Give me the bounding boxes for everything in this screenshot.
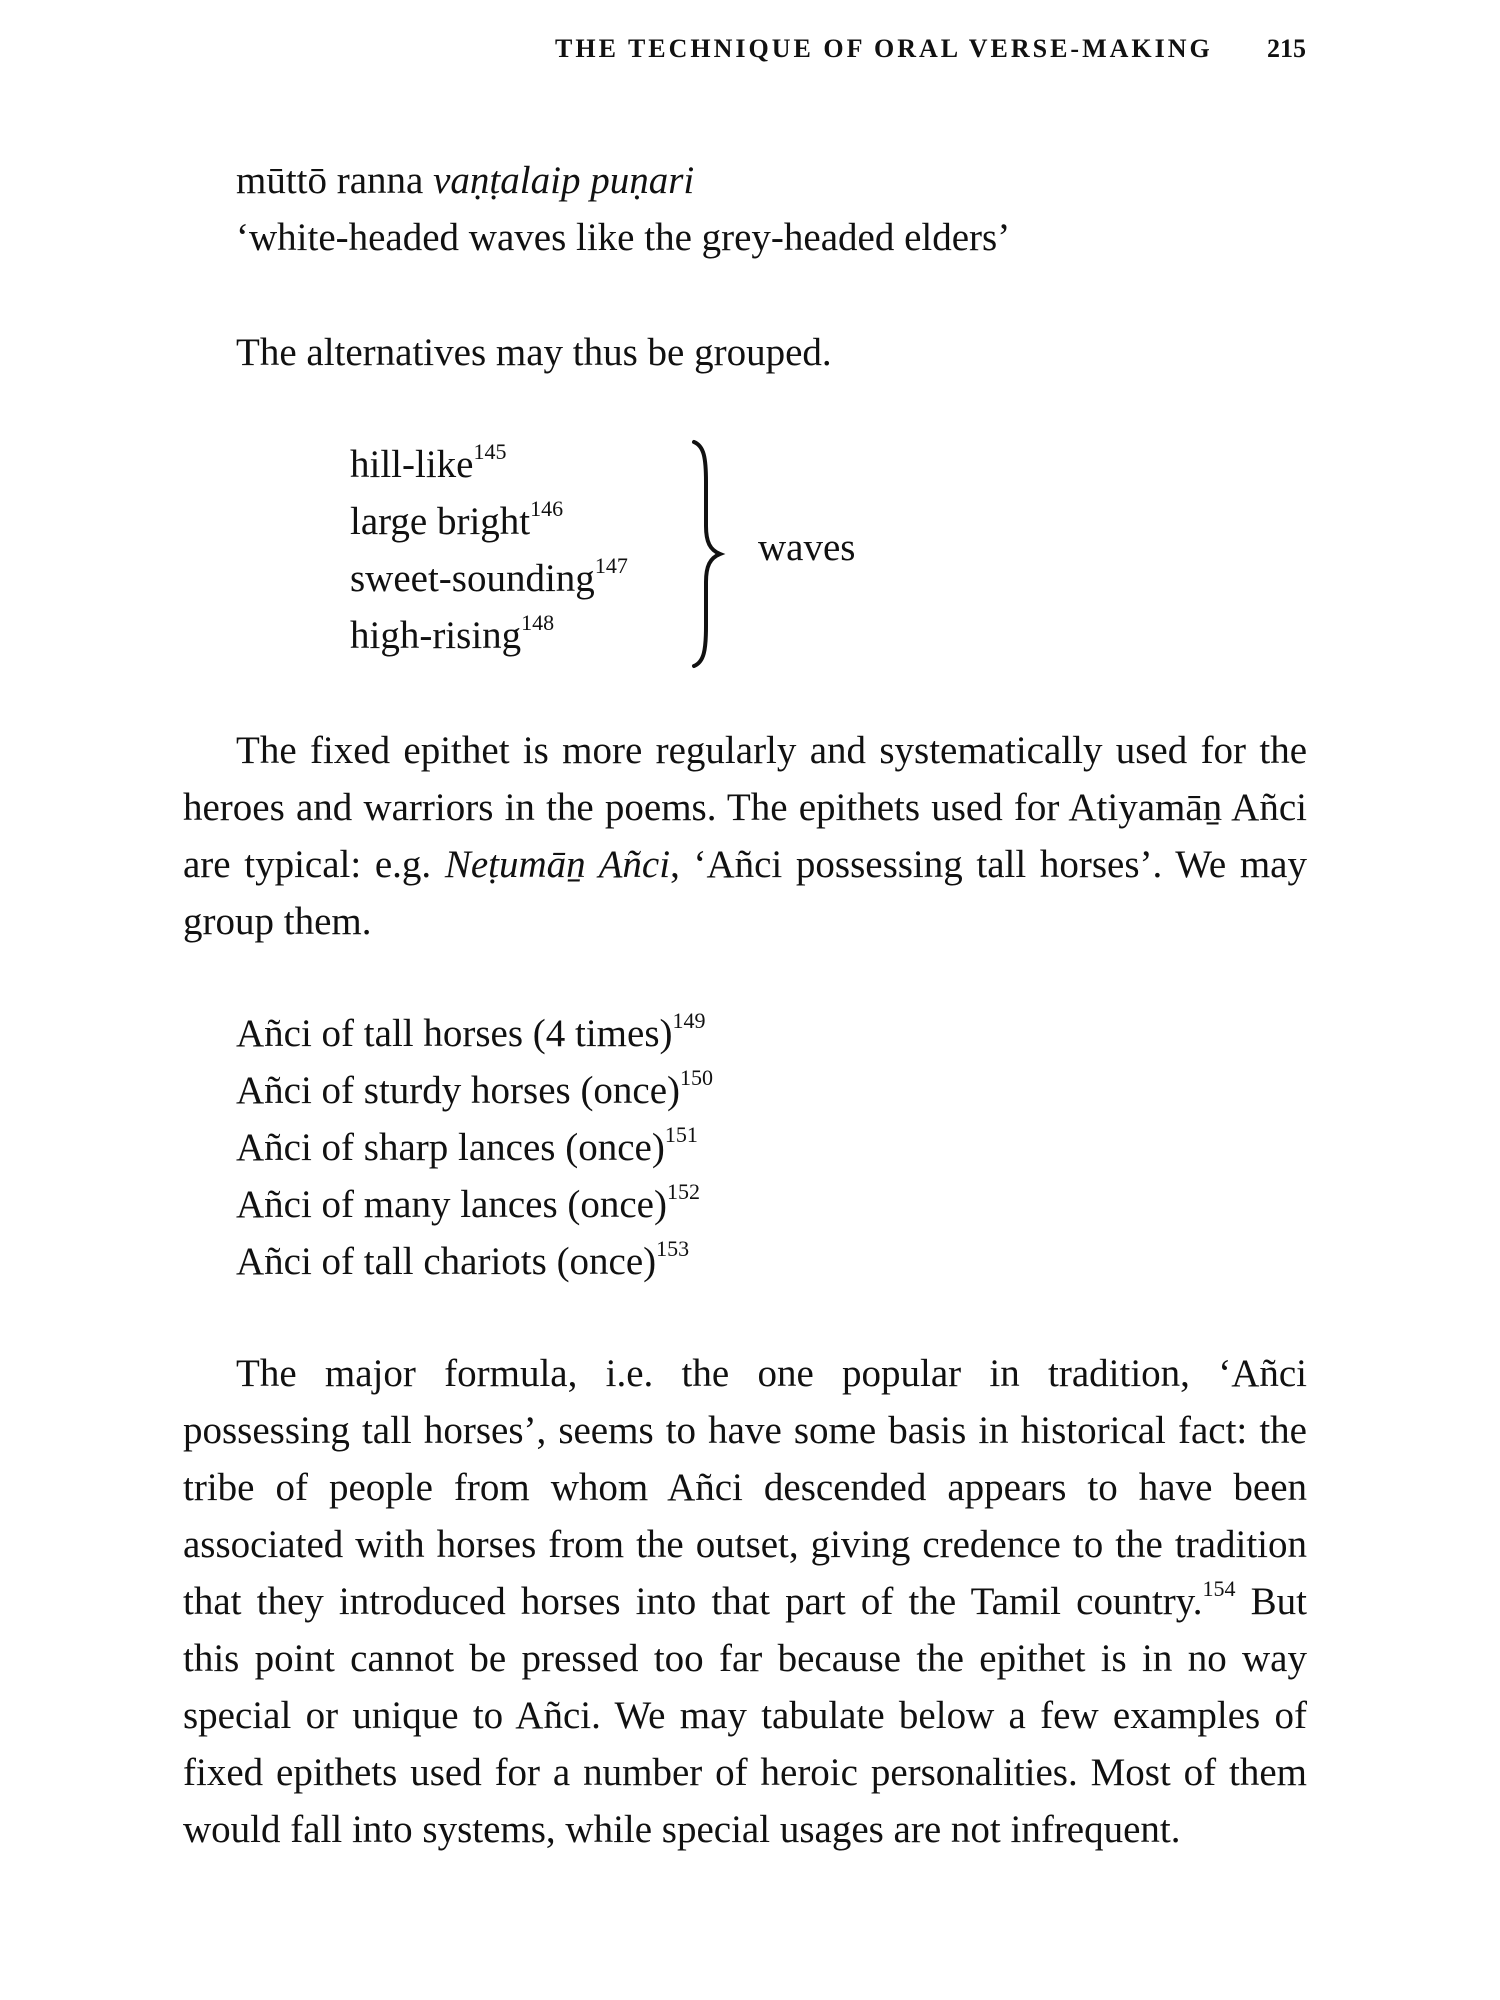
- paragraph-text: The fixed epithet is more regularly and systematically used for the heroes and warriors in the poems. The epithets used for Atiyamāṉ Añci are typical: e.g.: [183, 729, 1307, 886]
- list-item-text: Añci of tall chariots (once): [236, 1240, 657, 1283]
- verse-tamil-italic: vaṇṭalaip puṇari: [433, 159, 695, 202]
- list-item: [236, 1119, 713, 1176]
- right-brace-icon: [690, 438, 730, 670]
- footnote-ref: 147: [594, 553, 628, 578]
- footnote-ref: 150: [680, 1065, 714, 1090]
- footnote-ref: 148: [521, 610, 555, 635]
- footnote-ref: 149: [672, 1008, 706, 1033]
- verse-translation: ‘white-headed waves like the grey-headed elders’: [236, 216, 1011, 259]
- grouping-item-text: large bright: [350, 500, 531, 543]
- grouping-item-text: sweet-sounding: [350, 557, 595, 600]
- footnote-ref: 146: [530, 496, 564, 521]
- footnote-ref: 145: [473, 439, 507, 464]
- list-item-text: Añci of sharp lances (once): [236, 1126, 665, 1169]
- list-item-text: Añci of many lances (once): [236, 1183, 667, 1226]
- lead-sentence: The alternatives may thus be grouped.: [236, 331, 832, 374]
- anci-epithet-list: [236, 1005, 713, 1290]
- grouping-item: [350, 436, 628, 493]
- grouping-item-text: high-rising: [350, 614, 522, 657]
- verse-tamil-plain: mūttō ranna: [236, 159, 434, 202]
- list-item-text: Añci of tall horses (4 times): [236, 1012, 673, 1055]
- paragraph-text: , ‘Añci possessing tall horses’. We may group them.: [183, 843, 1307, 943]
- grouping-item-text: hill-like: [350, 443, 474, 486]
- list-item: [236, 1062, 713, 1119]
- footnote-ref: 152: [666, 1179, 700, 1204]
- grouping-item: [350, 493, 628, 550]
- brace-label: waves: [758, 526, 856, 569]
- paragraph-major-formula: [183, 1345, 1307, 1858]
- grouping-list: [350, 436, 628, 664]
- list-item: [236, 1005, 713, 1062]
- paragraph-text: The major formula, i.e. the one popular in tradition, ‘Añci possessing tall horses’, seems to have some basis in historical fact: the tribe of people from whom Añci descended appears to have been associated with horses from the outset, giving credence to the tradition that they introduced horses into that part of the Tamil country.: [183, 1352, 1307, 1623]
- paragraph-text: But this point cannot be pressed too far because the epithet is in no way special or unique to Añci. We may tabulate below a few examples of fixed epithets used for a number of heroic personalities. Most of them would fall into systems, while special usages are not infrequent.: [183, 1580, 1307, 1851]
- verse-tamil-line: [236, 152, 1010, 209]
- list-item: [236, 1233, 713, 1290]
- footnote-ref: 153: [656, 1236, 690, 1261]
- list-item: [236, 1176, 713, 1233]
- footnote-ref: 151: [664, 1122, 698, 1147]
- grouping-item: [350, 550, 628, 607]
- verse-quote: [236, 152, 1010, 266]
- running-head: [555, 34, 1305, 64]
- list-item-text: Añci of sturdy horses (once): [236, 1069, 681, 1112]
- paragraph-italic: Neṭumāṉ Añci: [444, 843, 671, 886]
- page-number: 215: [1267, 34, 1306, 63]
- running-title: THE TECHNIQUE OF ORAL VERSE-MAKING: [555, 34, 1213, 63]
- footnote-ref: 154: [1202, 1576, 1236, 1601]
- grouping-item: [350, 607, 628, 664]
- paragraph-epithets-intro: [183, 722, 1307, 950]
